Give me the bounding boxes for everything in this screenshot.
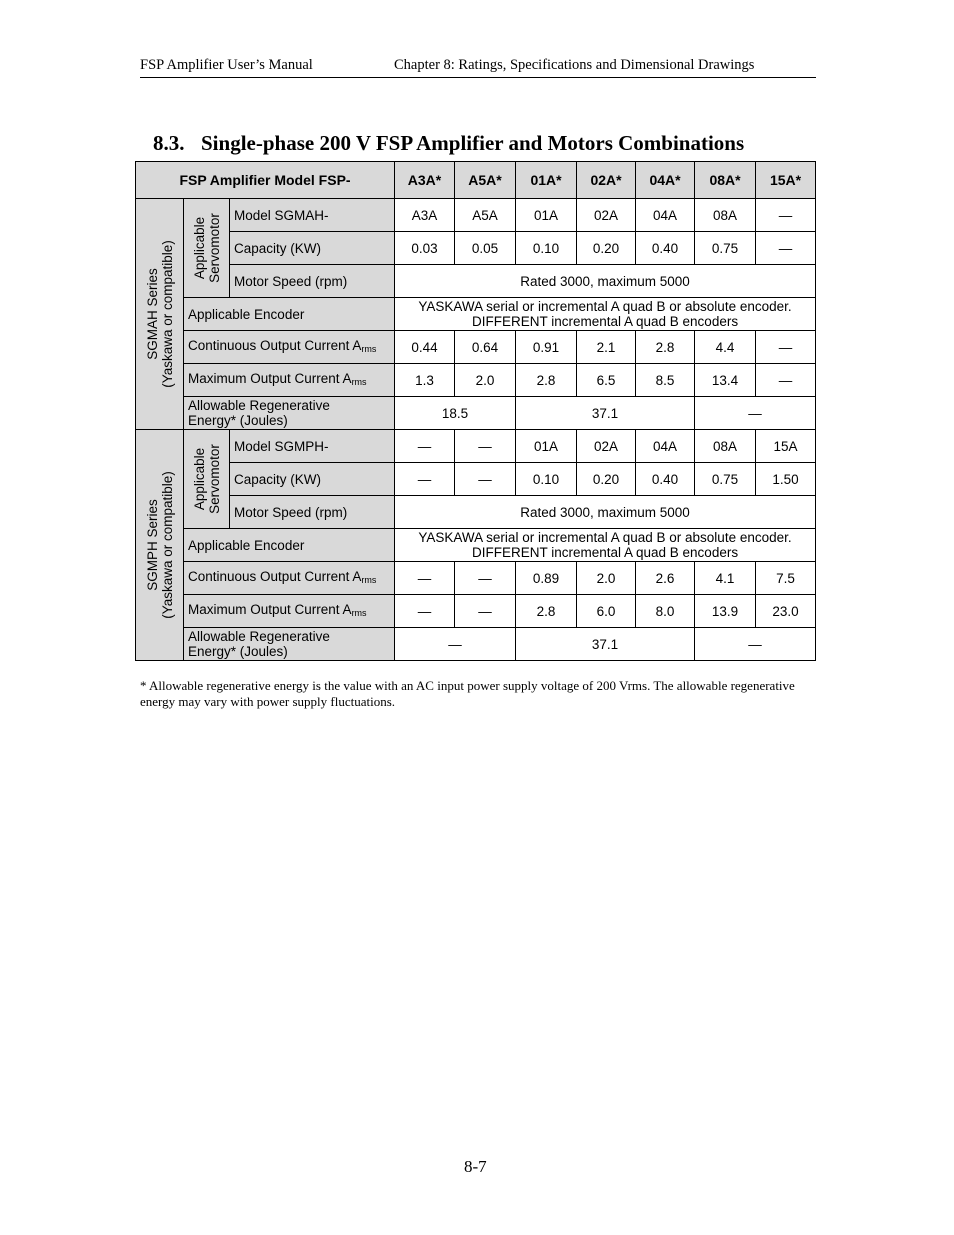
table-cell: — (695, 397, 816, 430)
header-manual-title: FSP Amplifier User’s Manual (140, 57, 313, 73)
table-cell: 13.4 (695, 364, 756, 397)
table-cell: — (756, 331, 816, 364)
row-label: Applicable Encoder (184, 298, 395, 331)
applicable-servomotor-label: Applicable Servomotor (191, 213, 222, 283)
table-cell: 2.8 (516, 364, 577, 397)
table-cell: YASKAWA serial or incremental A quad B or absolute encoder. DIFFERENT incremental A quad B encoders (395, 529, 816, 562)
table-cell: Rated 3000, maximum 5000 (395, 496, 816, 529)
table-row (136, 529, 816, 562)
table-cell: 1.3 (395, 364, 455, 397)
table-cell: 04A (636, 430, 695, 463)
table-cell: 01A (516, 430, 577, 463)
table-row (136, 199, 816, 232)
table-row (136, 232, 816, 265)
table-cell: 6.5 (577, 364, 636, 397)
table-cell: — (695, 628, 816, 661)
table-cell: A5A (455, 199, 516, 232)
table-cell: 0.10 (516, 463, 577, 496)
table-cell: — (455, 463, 516, 496)
row-label: Capacity (KW) (230, 232, 395, 265)
sgmah-series-label: SGMAH Series (Yaskawa or compatible) (144, 240, 175, 388)
table-row (136, 496, 816, 529)
table-cell: 18.5 (395, 397, 516, 430)
table-row (136, 628, 816, 661)
table-cell: 0.10 (516, 232, 577, 265)
table-cell: — (756, 199, 816, 232)
table-cell: — (395, 562, 455, 595)
sgmph-series-label: SGMPH Series (Yaskawa or compatible) (144, 471, 175, 619)
column-header: A3A* (395, 162, 455, 199)
sgmph-series-cell (136, 430, 184, 661)
table-cell: 2.8 (516, 595, 577, 628)
table-cell: 08A (695, 430, 756, 463)
table-cell: 0.91 (516, 331, 577, 364)
column-header: 01A* (516, 162, 577, 199)
page-header (140, 57, 816, 78)
table-row (136, 331, 816, 364)
table-cell: 02A (577, 430, 636, 463)
table-cell: — (756, 364, 816, 397)
table-cell: 13.9 (695, 595, 756, 628)
table-cell: 0.05 (455, 232, 516, 265)
table-cell: 2.6 (636, 562, 695, 595)
table-cell: — (455, 595, 516, 628)
table-cell: YASKAWA serial or incremental A quad B or absolute encoder. DIFFERENT incremental A quad B encoders (395, 298, 816, 331)
row-label: Capacity (KW) (230, 463, 395, 496)
table-cell: 37.1 (516, 628, 695, 661)
footnote: * Allowable regenerative energy is the value with an AC input power supply voltage of 200 Vrms. The allowable regenerative energy may vary with power supply fluctuations. (140, 678, 795, 709)
table-cell: A3A (395, 199, 455, 232)
table-cell: — (756, 232, 816, 265)
table-header-row (136, 162, 816, 199)
column-header: 15A* (756, 162, 816, 199)
table-cell: 23.0 (756, 595, 816, 628)
table-row (136, 364, 816, 397)
table-cell: 8.0 (636, 595, 695, 628)
table-cell: 02A (577, 199, 636, 232)
table-cell: 0.03 (395, 232, 455, 265)
applicable-servomotor-cell (184, 430, 230, 529)
table-cell: — (395, 463, 455, 496)
section-title-text: Single-phase 200 V FSP Amplifier and Motors Combinations (201, 131, 745, 155)
table-cell: 4.4 (695, 331, 756, 364)
table-cell: 4.1 (695, 562, 756, 595)
table-cell: 2.1 (577, 331, 636, 364)
table-cell: — (455, 430, 516, 463)
table-row (136, 298, 816, 331)
table-cell: 04A (636, 199, 695, 232)
column-header: 02A* (577, 162, 636, 199)
table-row (136, 265, 816, 298)
column-header: A5A* (455, 162, 516, 199)
table-row (136, 397, 816, 430)
table-cell: — (395, 628, 516, 661)
row-label: Allowable Regenerative Energy* (Joules) (184, 628, 395, 661)
section-number: 8.3. (153, 131, 185, 155)
applicable-servomotor-cell (184, 199, 230, 298)
page-number: 8-7 (464, 1157, 487, 1176)
table-cell: 0.40 (636, 463, 695, 496)
table-cell: 0.75 (695, 232, 756, 265)
row-label: Allowable Regenerative Energy* (Joules) (184, 397, 395, 430)
row-label: Continuous Output Current $A_{rms}$ (184, 331, 395, 364)
table-cell: 0.20 (577, 463, 636, 496)
table-cell: 0.44 (395, 331, 455, 364)
section-title (153, 131, 744, 156)
table-cell: 08A (695, 199, 756, 232)
row-label: Maximum Output Current $A_{rms}$ (184, 364, 395, 397)
table-cell: 8.5 (636, 364, 695, 397)
row-label: Maximum Output Current $A_{rms}$ (184, 595, 395, 628)
row-label: Model SGMPH- (230, 430, 395, 463)
table-cell: 0.40 (636, 232, 695, 265)
row-label: Motor Speed (rpm) (230, 496, 395, 529)
applicable-servomotor-label: Applicable Servomotor (191, 444, 222, 514)
table-cell: 0.64 (455, 331, 516, 364)
table-row (136, 595, 816, 628)
table-cell: 7.5 (756, 562, 816, 595)
table-cell: 0.89 (516, 562, 577, 595)
sgmah-series-cell (136, 199, 184, 430)
column-header: 04A* (636, 162, 695, 199)
table-cell: 6.0 (577, 595, 636, 628)
row-label: Motor Speed (rpm) (230, 265, 395, 298)
table-cell: 2.0 (577, 562, 636, 595)
table-cell: 0.75 (695, 463, 756, 496)
table-cell: 15A (756, 430, 816, 463)
table-cell: 2.0 (455, 364, 516, 397)
table-row (136, 562, 816, 595)
table-cell: — (395, 595, 455, 628)
table-cell: — (395, 430, 455, 463)
table-cell: 1.50 (756, 463, 816, 496)
row-label: Continuous Output Current $A_{rms}$ (184, 562, 395, 595)
table-cell: 01A (516, 199, 577, 232)
table-cell: 2.8 (636, 331, 695, 364)
combination-table (135, 161, 816, 661)
row-label: Model SGMAH- (230, 199, 395, 232)
table-cell: 0.20 (577, 232, 636, 265)
table-cell: 37.1 (516, 397, 695, 430)
table-cell: Rated 3000, maximum 5000 (395, 265, 816, 298)
table-cell: — (455, 562, 516, 595)
header-chapter-title: Chapter 8: Ratings, Specifications and Dimensional Drawings (394, 57, 755, 73)
table-row (136, 463, 816, 496)
model-header-cell: FSP Amplifier Model FSP- (136, 162, 395, 199)
table-row (136, 430, 816, 463)
column-header: 08A* (695, 162, 756, 199)
row-label: Applicable Encoder (184, 529, 395, 562)
